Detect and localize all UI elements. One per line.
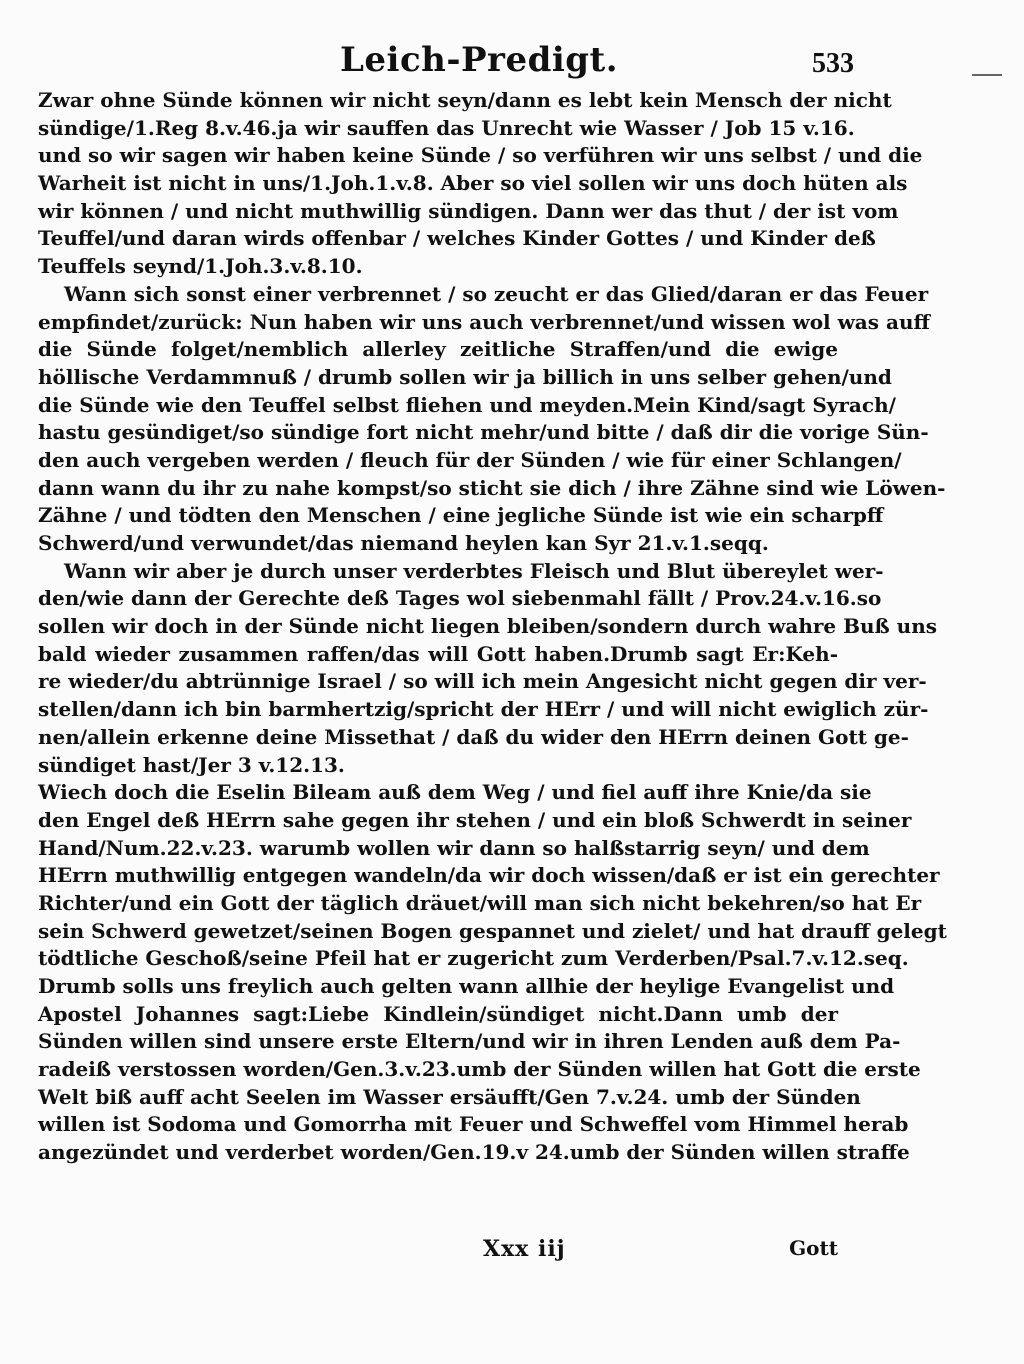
- text-line: stellen/dann ich bin barmhertzig/spricht der HErr / und will nicht ewiglich zür-: [38, 697, 929, 722]
- text-line: die Sünde folget/nemblich allerley zeitliche Straffen/und die ewige: [38, 337, 838, 362]
- text-line: Teuffel/und daran wirds offenbar / welches Kinder Gottes / und Kinder deß: [38, 226, 876, 251]
- text-line: die Sünde wie den Teuffel selbst fliehen und meyden.Mein Kind/sagt Syrach/: [38, 392, 896, 417]
- text-line: sündiget hast/Jer 3 v.12.13.: [38, 752, 345, 777]
- text-line: Zähne / und tödten den Menschen / eine jegliche Sünde ist wie ein scharpff: [38, 503, 884, 528]
- text-line: den/wie dann der Gerechte deß Tages wol siebenmahl fällt / Prov.24.v.16.so: [38, 586, 882, 611]
- text-line: Richter/und ein Gott der täglich dräuet/will man sich nicht bekehren/so hat Er: [38, 890, 922, 915]
- text-line: Hand/Num.22.v.23. warumb wollen wir dann so halßstarrig seyn/ und dem: [38, 835, 870, 860]
- margin-rule: [972, 74, 1002, 76]
- text-line: Teuffels seynd/1.Joh.3.v.8.10.: [38, 254, 363, 279]
- text-line: angezündet und verderbet worden/Gen.19.v 24.umb der Sünden willen straffe: [38, 1140, 910, 1165]
- text-line: radeiß verstossen worden/Gen.3.v.23.umb der Sünden willen hat Gott die erste: [38, 1057, 921, 1082]
- text-line: höllische Verdammnuß / drumb sollen wir ja billich in uns selber gehen/und: [38, 364, 892, 389]
- text-line: sündige/1.Reg 8.v.46.ja wir sauffen das Unrecht wie Wasser / Job 15 v.16.: [38, 115, 855, 140]
- text-line: Welt biß auff acht Seelen im Wasser ersäufft/Gen 7.v.24. umb der Sünden: [38, 1084, 861, 1109]
- text-line: nen/allein erkenne deine Missethat / daß du wider den HErrn deinen Gott ge-: [38, 724, 909, 749]
- text-line: Apostel Johannes sagt:Liebe Kindlein/sündiget nicht.Dann umb der: [38, 1001, 838, 1026]
- text-line: den Engel deß HErrn sahe gegen ihr stehen / und ein bloß Schwerdt in seiner: [38, 807, 912, 832]
- page-footer: [38, 1236, 838, 1266]
- text-line: empfindet/zurück: Nun haben wir uns auch verbrennet/und wissen wol was auff: [38, 309, 930, 334]
- page-number: 533: [812, 48, 854, 79]
- text-line: dann wann du ihr zu nahe kompst/so sticht sie dich / ihre Zähne sind wie Löwen-: [38, 475, 946, 500]
- text-line: willen ist Sodoma und Gomorrha mit Feuer und Schweffel vom Himmel herab: [38, 1112, 909, 1137]
- text-line: sollen wir doch in der Sünde nicht liegen bleiben/sondern durch wahre Buß uns: [38, 614, 938, 639]
- text-line: Warheit ist nicht in uns/1.Joh.1.v.8. Aber so viel sollen wir uns doch hüten als: [38, 171, 908, 196]
- paragraph-first-line: Wann wir aber je durch unser verderbtes Fleisch und Blut übereylet wer-: [64, 558, 884, 583]
- text-line: HErrn muthwillig entgegen wandeln/da wir doch wissen/daß er ist ein gerechter: [38, 863, 940, 888]
- body-text: [38, 87, 947, 1167]
- text-line: und so wir sagen wir haben keine Sünde / so verführen wir uns selbst / und die: [38, 143, 923, 168]
- running-head: Leich-Predigt.: [340, 40, 619, 80]
- signature-mark: Xxx iij: [483, 1236, 566, 1262]
- text-line: bald wieder zusammen raffen/das will Gott haben.Drumb sagt Er:Keh-: [38, 641, 838, 666]
- text-line: sein Schwerd gewetzet/seinen Bogen gespannet und zielet/ und hat drauff gelegt: [38, 918, 947, 943]
- paragraph-first-line: Drumb solls uns freylich auch gelten wann allhie der heylige Evangelist und: [38, 974, 895, 998]
- text-line: Zwar ohne Sünde können wir nicht seyn/dann es lebt kein Mensch der nicht: [38, 88, 892, 112]
- text-line: Schwerd/und verwundet/das niemand heylen kan Syr 21.v.1.seqq.: [38, 531, 769, 555]
- text-line: re wieder/du abtrünnige Israel / so will ich mein Angesicht nicht gegen dir ver-: [38, 669, 927, 694]
- text-line: wir können / und nicht muthwillig sündigen. Dann wer das thut / der ist vom: [38, 198, 899, 223]
- text-line: hastu gesündiget/so sündige fort nicht mehr/und bitte / daß dir die vorige Sün-: [38, 420, 929, 445]
- paragraph-first-line: Wann sich sonst einer verbrennet / so zeucht er das Glied/daran er das Feuer: [64, 281, 929, 306]
- text-line: den auch vergeben werden / fleuch für der Sünden / wie für einer Schlangen/: [38, 447, 902, 472]
- text-line: Sünden willen sind unsere erste Eltern/und wir in ihren Lenden auß dem Pa-: [38, 1029, 901, 1054]
- text-line: tödtliche Geschoß/seine Pfeil hat er zugericht zum Verderben/Psal.7.v.12.seq.: [38, 946, 909, 971]
- catchword: Gott: [789, 1236, 838, 1260]
- page-header: [40, 40, 854, 90]
- paragraph-first-line: Wiech doch die Eselin Bileam auß dem Weg / und fiel auff ihre Knie/da sie: [38, 780, 872, 805]
